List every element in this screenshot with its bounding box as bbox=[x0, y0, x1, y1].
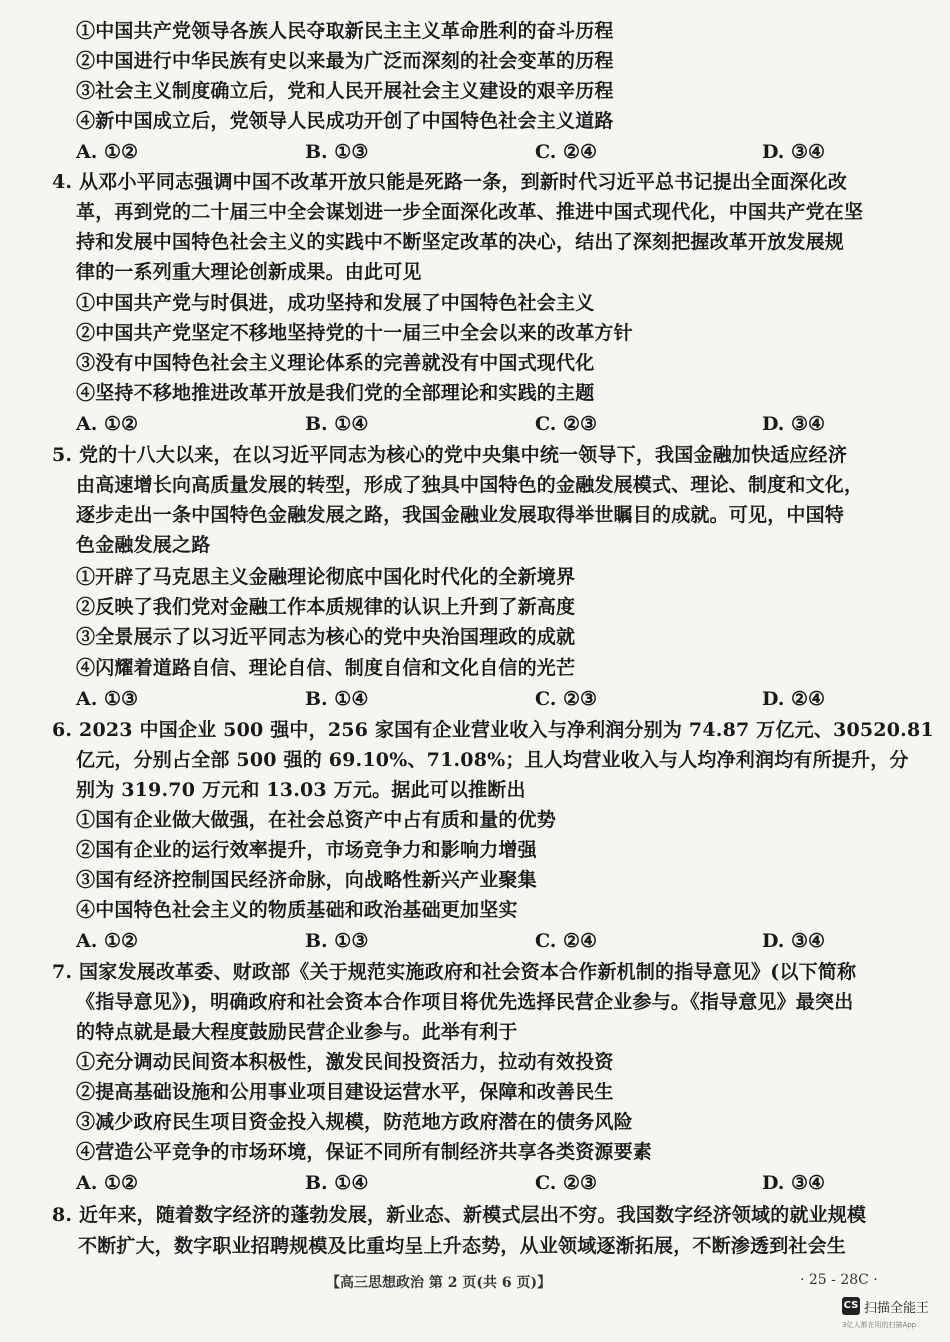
q6-stem-line-1: 6. 2023 中国企业 500 强中，256 家国有企业营业收入与净利润分别为 74.87 万亿元、30520.81 bbox=[52, 719, 934, 741]
q5-choices bbox=[0, 685, 950, 713]
q4-choice-d: D. ③④ bbox=[762, 413, 826, 435]
q8-stem-line-1: 8. 近年来，随着数字经济的蓬勃发展，新业态、新模式层出不穷。我国数字经济领域的就业规模 bbox=[52, 1204, 867, 1226]
q3-option-1: ①中国共产党领导各族人民夺取新民主主义革命胜利的奋斗历程 bbox=[76, 20, 614, 42]
q3-option-2: ②中国进行中华民族有史以来最为广泛而深刻的社会变革的历程 bbox=[76, 50, 614, 72]
q3-option-4: ④新中国成立后，党领导人民成功开创了中国特色社会主义道路 bbox=[76, 110, 614, 132]
q5-stem-line-3: 逐步走出一条中国特色金融发展之路，我国金融业发展取得举世瞩目的成就。可见，中国特 bbox=[76, 504, 845, 526]
q3-choice-d: D. ③④ bbox=[762, 141, 826, 163]
q5-option-3: ③全景展示了以习近平同志为核心的党中央治国理政的成就 bbox=[76, 626, 576, 648]
q4-stem-line-3: 持和发展中国特色社会主义的实践中不断坚定改革的决心，结出了深刻把握改革开放发展规 bbox=[76, 231, 845, 253]
camscanner-name: 扫描全能王 bbox=[864, 1301, 930, 1316]
q3-choice-b: B. ①③ bbox=[305, 141, 369, 163]
q6-option-2: ②国有企业的运行效率提升，市场竞争力和影响力增强 bbox=[76, 839, 537, 861]
q6-option-4: ④中国特色社会主义的物质基础和政治基础更加坚实 bbox=[76, 899, 518, 921]
q3-choices bbox=[0, 138, 950, 166]
q7-choice-b: B. ①④ bbox=[305, 1172, 369, 1194]
q5-choice-c: C. ②③ bbox=[535, 688, 598, 710]
q7-stem-line-3: 的特点就是最大程度鼓励民营企业参与。此举有利于 bbox=[76, 1021, 518, 1043]
q5-choice-d: D. ②④ bbox=[762, 688, 826, 710]
q5-choice-a: A. ①③ bbox=[76, 688, 139, 710]
page-footer-title: 【高三思想政治 第 2 页(共 6 页)】 bbox=[326, 1275, 552, 1291]
q5-option-4: ④闪耀着道路自信、理论自信、制度自信和文化自信的光芒 bbox=[76, 657, 576, 679]
q5-option-1: ①开辟了马克思主义金融理论彻底中国化时代化的全新境界 bbox=[76, 566, 576, 588]
q4-stem-line-2: 革，再到党的二十届三中全会谋划进一步全面深化改革、推进中国式现代化，中国共产党在坚 bbox=[76, 201, 864, 223]
page-footer-code: · 25 - 28C · bbox=[800, 1272, 878, 1288]
camscanner-tagline: 3亿人都在用的扫描App bbox=[842, 1321, 917, 1329]
q7-choice-d: D. ③④ bbox=[762, 1172, 826, 1194]
q5-stem-line-2: 由高速增长向高质量发展的转型，形成了独具中国特色的金融发展模式、理论、制度和文化， bbox=[76, 474, 864, 496]
q4-choice-b: B. ①④ bbox=[305, 413, 369, 435]
q4-option-4: ④坚持不移地推进改革开放是我们党的全部理论和实践的主题 bbox=[76, 382, 595, 404]
q6-choice-c: C. ②④ bbox=[535, 930, 598, 952]
q5-stem-line-1: 5. 党的十八大以来，在以习近平同志为核心的党中央集中统一领导下，我国金融加快适应经济 bbox=[52, 444, 848, 466]
q6-stem-line-3: 别为 319.70 万元和 13.03 万元。据此可以推断出 bbox=[76, 779, 526, 801]
q7-stem-line-2: 《指导意见》)，明确政府和社会资本合作项目将优先选择民营企业参与。《指导意见》最突出 bbox=[76, 991, 854, 1013]
q4-choices bbox=[0, 410, 950, 438]
q4-choice-a: A. ①② bbox=[76, 413, 139, 435]
q7-choice-c: C. ②③ bbox=[535, 1172, 598, 1194]
q7-option-4: ④营造公平竞争的市场环境，保证不同所有制经济共享各类资源要素 bbox=[76, 1141, 653, 1163]
q7-option-2: ②提高基础设施和公用事业项目建设运营水平，保障和改善民生 bbox=[76, 1081, 614, 1103]
camscanner-logo-icon: CS bbox=[842, 1297, 860, 1315]
q4-stem-line-1: 4. 从邓小平同志强调中国不改革开放只能是死路一条，到新时代习近平总书记提出全面深化改 bbox=[52, 171, 848, 193]
q7-choices bbox=[0, 1169, 950, 1197]
q4-option-2: ②中国共产党坚定不移地坚持党的十一届三中全会以来的改革方针 bbox=[76, 322, 633, 344]
q3-option-3: ③社会主义制度确立后，党和人民开展社会主义建设的艰辛历程 bbox=[76, 80, 614, 102]
q4-choice-c: C. ②③ bbox=[535, 413, 598, 435]
q6-choice-a: A. ①② bbox=[76, 930, 139, 952]
q6-choices bbox=[0, 927, 950, 955]
q6-option-3: ③国有经济控制国民经济命脉，向战略性新兴产业聚集 bbox=[76, 869, 537, 891]
q4-option-3: ③没有中国特色社会主义理论体系的完善就没有中国式现代化 bbox=[76, 352, 595, 374]
q3-choice-c: C. ②④ bbox=[535, 141, 598, 163]
q4-option-1: ①中国共产党与时俱进，成功坚持和发展了中国特色社会主义 bbox=[76, 292, 595, 314]
q7-option-3: ③减少政府民生项目资金投入规模，防范地方政府潜在的债务风险 bbox=[76, 1111, 633, 1133]
q6-choice-b: B. ①③ bbox=[305, 930, 369, 952]
q6-stem-line-2: 亿元，分别占全部 500 强的 69.10%、71.08%；且人均营业收入与人均净利润均有所提升，分 bbox=[76, 749, 909, 771]
q5-option-2: ②反映了我们党对金融工作本质规律的认识上升到了新高度 bbox=[76, 596, 576, 618]
q8-stem-line-2: 不断扩大，数字职业招聘规模及比重均呈上升态势，从业领域逐渐拓展，不断渗透到社会生 bbox=[78, 1235, 847, 1257]
q7-stem-line-1: 7. 国家发展改革委、财政部《关于规范实施政府和社会资本合作新机制的指导意见》(以下简称 bbox=[52, 961, 857, 983]
q6-option-1: ①国有企业做大做强，在社会总资产中占有质和量的优势 bbox=[76, 809, 557, 831]
q6-choice-d: D. ③④ bbox=[762, 930, 826, 952]
q5-choice-b: B. ①④ bbox=[305, 688, 369, 710]
q5-stem-line-4: 色金融发展之路 bbox=[76, 534, 211, 556]
q7-option-1: ①充分调动民间资本积极性，激发民间投资活力，拉动有效投资 bbox=[76, 1051, 614, 1073]
q7-choice-a: A. ①② bbox=[76, 1172, 139, 1194]
q3-choice-a: A. ①② bbox=[76, 141, 139, 163]
q4-stem-line-4: 律的一系列重大理论创新成果。由此可见 bbox=[76, 261, 422, 283]
